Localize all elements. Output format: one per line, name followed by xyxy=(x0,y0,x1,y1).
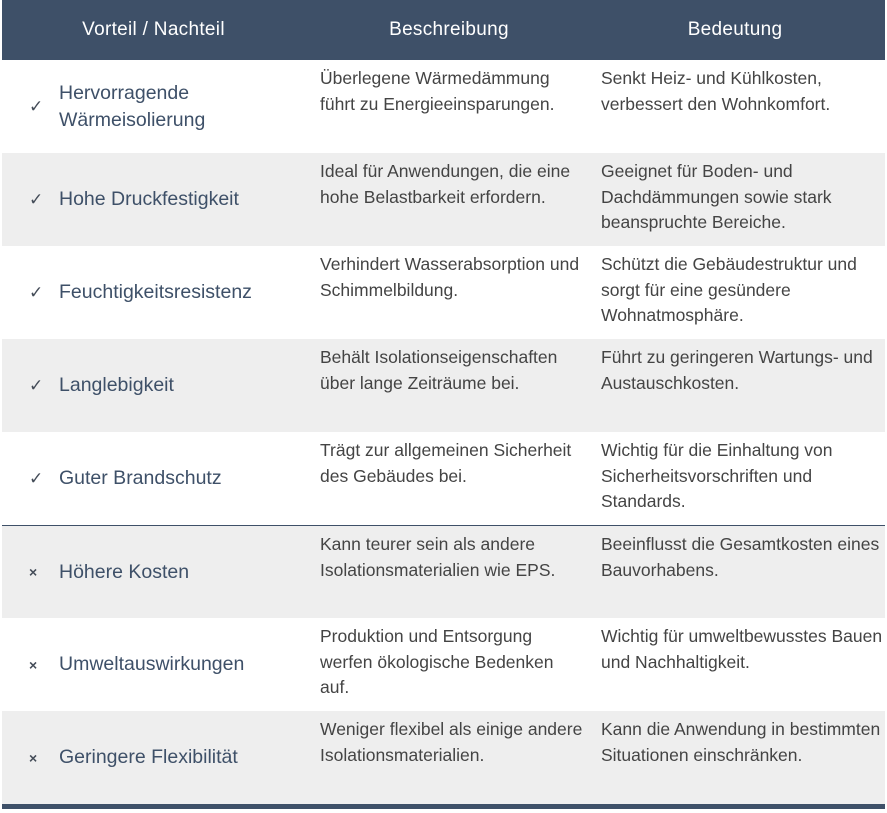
check-icon: ✓ xyxy=(29,189,44,209)
row-description: Behält Isolationseigenschaften über lange Zeiträume bei. xyxy=(320,347,558,393)
table-bottom-rule xyxy=(2,804,885,809)
table-row xyxy=(2,432,885,525)
row-description: Trägt zur allgemeinen Sicherheit des Gebäudes bei. xyxy=(320,440,572,486)
row-label: Hervorragende Wärmeisolierung xyxy=(59,81,206,131)
row-significance: Kann die Anwendung in bestimmten Situationen einschränken. xyxy=(601,719,881,765)
table-row xyxy=(2,711,885,804)
row-description: Ideal für Anwendungen, die eine hohe Belastbarkeit erfordern. xyxy=(320,161,571,207)
row-description: Kann teurer sein als andere Isolationsmaterialien wie EPS. xyxy=(320,534,556,580)
row-significance: Wichtig für die Einhaltung von Sicherheitsvorschriften und Standards. xyxy=(601,440,833,511)
cross-icon: × xyxy=(29,656,38,673)
row-label: Geringere Flexibilität xyxy=(59,746,238,768)
header-advantage-disadvantage: Vorteil / Nachteil xyxy=(82,19,225,40)
row-description: Produktion und Entsorgung werfen ökologische Bedenken auf. xyxy=(320,626,554,697)
table-row xyxy=(2,339,885,432)
row-significance: Führt zu geringeren Wartungs- und Austauschkosten. xyxy=(601,347,873,393)
row-significance: Schützt die Gebäudestruktur und sorgt für eine gesündere Wohnatmosphäre. xyxy=(601,254,857,325)
check-icon: ✓ xyxy=(29,375,44,395)
comparison-table xyxy=(2,0,885,809)
row-description: Weniger flexibel als einige andere Isolationsmaterialien. xyxy=(320,719,583,765)
row-label: Langlebigkeit xyxy=(59,374,174,396)
row-label: Höhere Kosten xyxy=(59,560,190,583)
table-row xyxy=(2,525,885,618)
check-icon: ✓ xyxy=(29,468,44,488)
cross-icon: × xyxy=(29,749,38,766)
cross-icon: × xyxy=(29,564,38,580)
table-row xyxy=(2,246,885,339)
check-icon: ✓ xyxy=(29,96,44,116)
header-significance: Bedeutung xyxy=(687,19,783,40)
row-label: Umweltauswirkungen xyxy=(59,653,245,675)
check-icon: ✓ xyxy=(29,282,44,302)
row-label: Hohe Druckfestigkeit xyxy=(59,188,239,210)
header-description: Beschreibung xyxy=(389,19,509,40)
row-significance: Wichtig für umweltbewusstes Bauen und Nachhaltigkeit. xyxy=(601,626,883,672)
table-row xyxy=(2,153,885,246)
table-row xyxy=(2,60,885,153)
row-label: Feuchtigkeitsresistenz xyxy=(59,281,252,303)
row-significance: Senkt Heiz- und Kühlkosten, verbessert den Wohnkomfort. xyxy=(601,68,831,114)
row-description: Überlegene Wärmedämmung führt zu Energieeinsparungen. xyxy=(320,68,555,114)
row-description: Verhindert Wasserabsorption und Schimmelbildung. xyxy=(320,254,580,300)
row-label: Guter Brandschutz xyxy=(59,467,222,489)
table-header xyxy=(2,0,885,60)
row-significance: Geeignet für Boden- und Dachdämmungen sowie stark beanspruchte Bereiche. xyxy=(601,161,832,232)
table-row xyxy=(2,618,885,711)
row-significance: Beeinflusst die Gesamtkosten eines Bauvorhabens. xyxy=(601,534,880,580)
